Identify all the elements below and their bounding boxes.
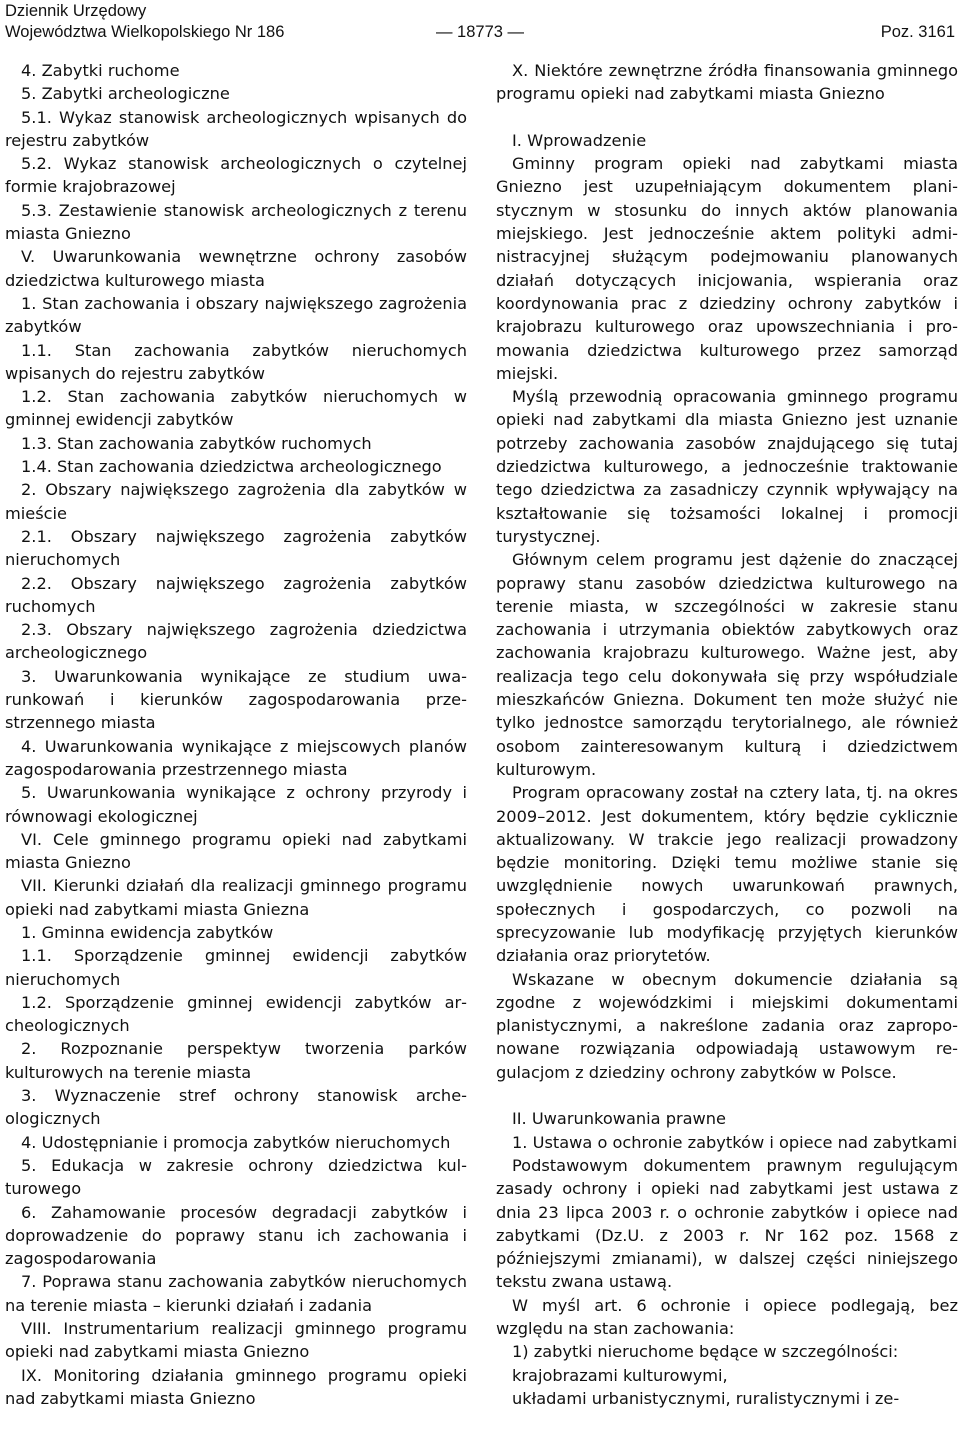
toc-item: VII. Kierunki działań dla realizacji gminnego programu opieki nad zabytkami miasta Gniezna (5, 876, 467, 919)
toc-item: 1.1. Sporządzenie gminnej ewidencji zabytków nieruchomych (5, 946, 467, 989)
position-number: Poz. 3161 (880, 23, 955, 41)
toc-item: 1.3. Stan zachowania zabytków ruchomych (21, 433, 372, 453)
toc-item: 6. Zahamowanie procesów degradacji zabytków i doprowadzenie do poprawy stanu ich zachowania i zagospodarowania (5, 1202, 467, 1269)
page-number: — 18773 — (435, 23, 525, 41)
toc-item: 2.2. Obszary największego zagrożenia zabytków ruchomych (5, 573, 467, 616)
left-column (5, 59, 467, 1410)
toc-item: 1.4. Stan zachowania dziedzictwa archeologicznego (21, 457, 442, 477)
section-heading-intro: I. Wprowadzenie (512, 130, 647, 150)
list-item: 1) zabytki nieruchome będące w szczególności: (512, 1342, 899, 1362)
toc-item: V. Uwarunkowania wewnętrzne ochrony zasobów dziedzictwa kulturowego miasta (5, 247, 467, 290)
toc-item: 4. Zabytki ruchome (21, 61, 180, 80)
toc-item: 1.2. Stan zachowania zabytków nieruchomych w gminnej ewidencji zabytków (5, 387, 467, 430)
toc-item: 2.3. Obszary największego zagrożenia dziedzictwa archeologicznego (5, 620, 467, 663)
toc-item: 1.1. Stan zachowania zabytków nieruchomych wpisanych do rejestru zabytków (5, 340, 467, 383)
body-paragraph: Podstawowym dokumentem prawnym regulującym zasady ochrony i opieki nad zabytkami jest ustawa z dnia 23 lipca 2003 r. o ochronie zabytków i opiece nad zabytkami (Dz.U. z 2003 r. Nr 162 poz. 1568 z późniejszymi zmianami), w dalszej części niniejszego tekstu zwana ustawą. (496, 1155, 958, 1292)
toc-item: 4. Udostępnianie i promocja zabytków nieruchomych (21, 1132, 451, 1152)
toc-item: 7. Poprawa stanu zachowania zabytków nieruchomych na terenie miasta – kierunki działań i zadania (5, 1272, 467, 1315)
toc-item: 2.1. Obszary największego zagrożenia zabytków nieruchomych (5, 526, 467, 570)
list-subitem: układami urbanistycznymi, ruralistycznymi i ze- (512, 1388, 900, 1408)
body-paragraph: Głównym celem programu jest dążenie do znaczącej poprawy stanu zasobów dziedzictwa kulturowego na terenie miasta, w szczególności w zakresie stanu zachowania i utrzymania obiektów zabytkowych oraz zachowania krajobrazu kulturowego. Ważne jest, aby realizacja tego celu dokonywała się przy współudziale mieszkańców Gniezna. Dokument ten może służyć nie tylko jednostce samorządu terytorialnego, ale również osobom zainteresowanym kulturą i dziedzictwem kulturowym. (496, 550, 958, 779)
toc-item: IX. Monitoring działania gminnego programu opieki nad zabytkami miasta Gniezno (5, 1365, 467, 1408)
toc-item: 5. Edukacja w zakresie ochrony dziedzictwa kulturowego (5, 1155, 467, 1199)
toc-item: 2. Rozpoznanie perspektyw tworzenia parków kulturowych na terenie miasta (5, 1039, 467, 1082)
right-column (496, 59, 958, 1410)
journal-region: Województwa Wielkopolskiego Nr 186 (5, 23, 285, 41)
body-paragraph: Program opracowany został na cztery lata, tj. na okres 2009–2012. Jest dokumentem, który będzie cyklicznie aktualizowany. W trakcie jego realizacji prowadzony będzie monitoring. Dzięki temu możliwe stanie się uwzględnienie nowych uwarunkowań prawnych, społecznych i gospodarczych, co pozwoli na sprecyzowanie lub modyfikację przyjętych kierunków działania oraz priorytetów. (496, 783, 958, 966)
toc-item: 5. Uwarunkowania wynikające z ochrony przyrody i równowagi ekologicznej (5, 783, 467, 826)
toc-item: VI. Cele gminnego programu opieki nad zabytkami miasta Gniezno (5, 829, 467, 873)
section-heading-legal: II. Uwarunkowania prawne (512, 1109, 727, 1129)
journal-title: Dziennik Urzędowy (5, 2, 147, 20)
body-paragraph: W myśl art. 6 ochronie i opiece podlegają, bez względu na stan zachowania: (496, 1295, 958, 1339)
subsection-heading: 1. Ustawa o ochronie zabytków i opiece nad zabytkami (512, 1132, 958, 1152)
toc-item: 4. Uwarunkowania wynikające z miejscowych planów zagospodarowania przestrzennego miasta (5, 736, 467, 779)
toc-item: 5.2. Wykaz stanowisk archeologicznych o czytelnej formie krajobrazowej (5, 154, 467, 197)
toc-item-x: X. Niektóre zewnętrzne źródła finansowania gminnego programu opieki nad zabytkami miasta Gniezno (496, 61, 958, 104)
toc-item: 5.3. Zestawienie stanowisk archeologicznych z terenu miasta Gniezno (5, 200, 467, 244)
toc-item: 3. Uwarunkowania wynikające ze studium uwarunkowań i kierunków zagospodarowania przestrzennego miasta (5, 666, 467, 733)
toc-item: 1.2. Sporządzenie gminnej ewidencji zabytków archeologicznych (5, 992, 467, 1036)
toc-item: 5. Zabytki archeologiczne (21, 84, 230, 104)
body-paragraph: Wskazane w obecnym dokumencie działania są zgodne z wojewódzkimi i miejskimi dokumentami planistycznymi, a nakreślone zadania oraz zaproponowane rozwiązania odpowiadają ustawowym regulacjom z dziedziny ochrony zabytków w Polsce. (496, 969, 958, 1082)
body-paragraph: Myślą przewodnią opracowania gminnego programu opieki nad zabytkami dla miasta Gniezno jest uznanie potrzeby zachowania zasobów znajdującego się tutaj dziedzictwa kulturowego, a jednocześnie traktowanie tego dziedzictwa za zasadniczy czynnik wpływający na kształtowanie się tożsamości lokalnej i promocji turystycznej. (496, 387, 958, 546)
toc-item: 3. Wyznaczenie stref ochrony stanowisk archeologicznych (5, 1086, 467, 1129)
toc-item: 2. Obszary największego zagrożenia dla zabytków w mieście (5, 480, 467, 523)
list-subitem: krajobrazami kulturowymi, (512, 1365, 728, 1385)
toc-item: 5.1. Wykaz stanowisk archeologicznych wpisanych do rejestru zabytków (5, 107, 467, 150)
toc-item: 1. Stan zachowania i obszary największego zagrożenia zabytków (5, 293, 467, 337)
body-paragraph: Gminny program opieki nad zabytkami miasta Gniezno jest uzupełniającym dokumentem planistycznym w stosunku do innych aktów planowania miejskiego. Jest jednocześnie aktem polityki administracyjnej służącym podejmowaniu planowanych działań dotyczących inicjowania, wspierania oraz koordynowania prac z dziedziny ochrony zabytków i krajobrazu kulturowego oraz upowszechniania i promowania dziedzictwa kulturowego przez samorząd miejski. (496, 154, 958, 383)
toc-item: 1. Gminna ewidencja zabytków (21, 922, 274, 942)
toc-item: VIII. Instrumentarium realizacji gminnego programu opieki nad zabytkami miasta Gniezno (5, 1319, 467, 1362)
page-header (0, 0, 960, 48)
